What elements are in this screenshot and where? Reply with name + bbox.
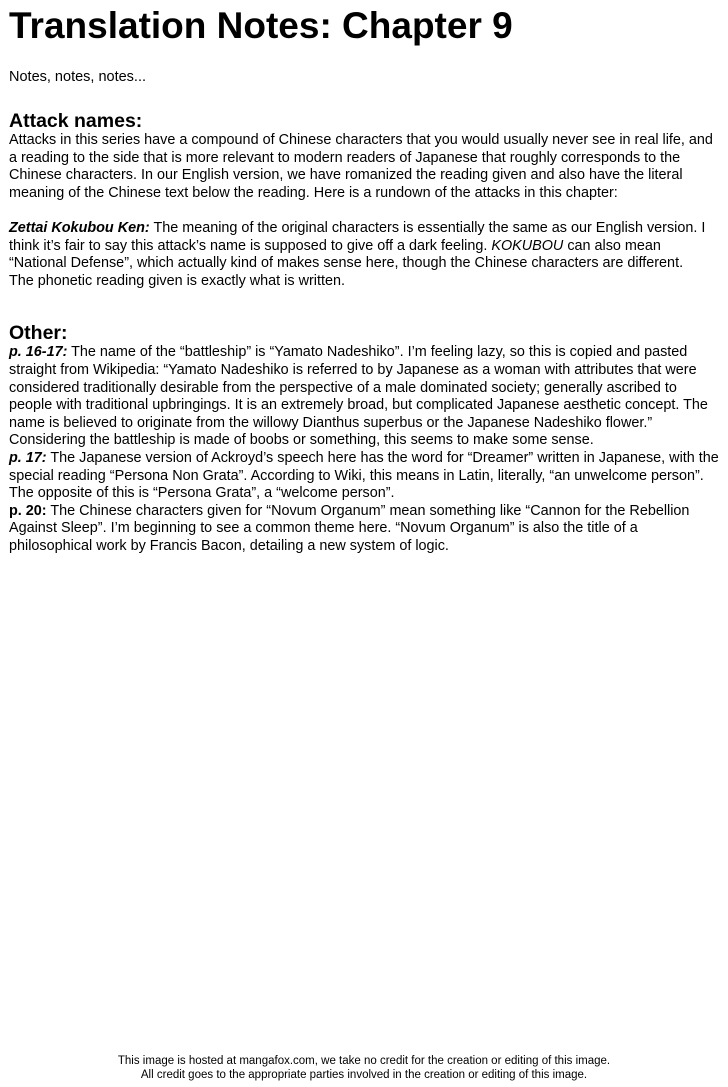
translation-notes-page — [9, 0, 721, 555]
paragraph-gap — [9, 202, 721, 220]
page-reference: p. 17: — [9, 449, 47, 466]
other-heading: Other: — [9, 322, 68, 345]
attack-names-intro: Attacks in this series have a compound of Chinese characters that you would usually never see in real life, and a reading to the side that is more relevant to modern readers of Japanese that roughly corresponds to the Chinese characters. In our English version, we have romanized the reading given and also have the literal meaning of the Chinese text below the reading. Here is a rundown of the attacks in this chapter: — [9, 132, 713, 201]
page-title: Translation Notes: Chapter 9 — [9, 5, 513, 46]
page-reference: p. 20: — [9, 502, 47, 519]
attack-term: Zettai Kokubou Ken: — [9, 219, 150, 236]
page-subtitle: Notes, notes, notes... — [9, 69, 147, 85]
note-p16-17 — [9, 344, 721, 450]
attack-entry-reading-note: The phonetic reading given is exactly what is written. — [9, 272, 345, 289]
attack-entry-text-2: can also mean “National Defense”, which actually kind of makes sense here, though the Chinese characters are different. — [9, 237, 684, 272]
note-p20 — [9, 503, 721, 556]
attack-names-heading: Attack names: — [9, 110, 143, 132]
attack-entry-zettai — [9, 220, 721, 273]
footer-line-2: All credit goes to the appropriate parties involved in the creation or editing of this image. — [140, 1069, 588, 1081]
hosting-footer — [0, 1054, 728, 1082]
other-section — [9, 322, 721, 555]
page-reference: p. 16-17: — [9, 344, 68, 361]
attack-entry-text-1: The meaning of the original characters is essentially the same as our English version. I think it’s fair to say this attack’s name is supposed to give off a dark feeling. — [9, 219, 706, 254]
attack-entry-emphasis: KOKUBOU — [491, 237, 564, 254]
note-text: The Chinese characters given for “Novum Organum” mean something like “Cannon for the Rebellion Against Sleep”. I’m beginning to see a common theme here. “Novum Organum” is also the title of a philosophical work by Francis Bacon, detailing a new system of logic. — [9, 502, 690, 554]
footer-line-1: This image is hosted at mangafox.com, we take no credit for the creation or editing of this image. — [117, 1055, 611, 1067]
note-text: The name of the “battleship” is “Yamato Nadeshiko”. I’m feeling lazy, so this is copied and pasted straight from Wikipedia: “Yamato Nadeshiko is referred to by Japanese as a woman with attributes that were considered traditionally desirable from the perspective of a male dominated society; generally ascribed to people with traditional upbringings. It is an extremely broad, but complicated Japanese aesthetic concept. The name is believed to originate from the willowy Dianthus superbus or the Japanese Nadeshiko flower.” Considering the battleship is made of boobs or something, this seems to make some sense. — [9, 344, 708, 449]
note-text: The Japanese version of Ackroyd’s speech here has the word for “Dreamer” written in Japanese, with the special reading “Persona Non Grata”. According to Wiki, this means in Latin, literally, “an unwelcome person”. The opposite of this is “Persona Grata”, a “welcome person”. — [9, 449, 719, 502]
note-p17 — [9, 450, 721, 503]
attack-names-section — [9, 110, 721, 290]
